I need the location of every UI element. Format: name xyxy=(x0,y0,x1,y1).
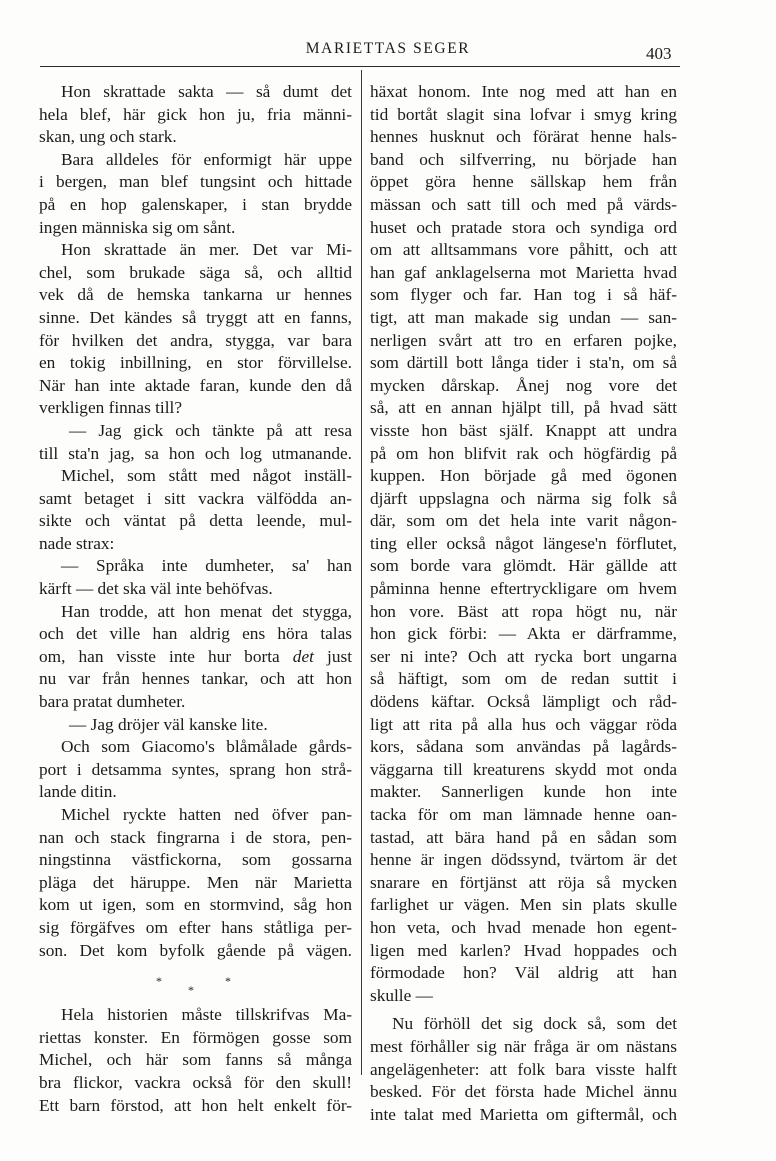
text-line: besked. För det första hade Michel ännu xyxy=(370,1082,677,1102)
text-line: samt betaget i sitt vackra välfödda an- xyxy=(39,488,352,508)
text-line: ligt att rita på alla hus och väggar röda xyxy=(370,714,677,734)
text-line: När han inte aktade faran, kunde den då xyxy=(39,375,352,395)
text-line: kuppen. Hon började gå med ögonen xyxy=(370,466,677,486)
text-line: ligen med karlen? Hvad hoppades och xyxy=(370,940,677,960)
text-line: port i detsamma syntes, sprang hon strå- xyxy=(39,759,352,779)
text-line: som borde vara glömdt. Här gällde att xyxy=(370,556,677,576)
text-line: dödens käftar. Också lämpligt och råd- xyxy=(370,692,677,712)
text-line: så häftigt, som om de redan suttit i xyxy=(370,669,677,689)
text-line: för hvilken det andra, stygga, var bara xyxy=(39,330,352,350)
text-line: son. Det kom byfolk gående på vägen. xyxy=(39,940,352,960)
text-line: nerligen svårt att tro en erfaren pojke, xyxy=(370,330,677,350)
text-line: påminna henne eftertryckligare om hvem xyxy=(370,579,677,599)
text-line: häxat honom. Inte nog med att han en xyxy=(370,82,677,101)
text-line: pläga det häruppe. Men när Marietta xyxy=(39,872,352,892)
text-line: vek då de hemska tankarna ur hennes xyxy=(39,285,352,305)
text-segment: just xyxy=(327,646,352,666)
text-line: Bara alldeles för enformigt här uppe xyxy=(61,149,352,169)
text-line: tacka för om man lämnade henne oan- xyxy=(370,805,677,824)
text-line: Hon skrattade sakta — så dumt det xyxy=(61,82,352,101)
text-line: ingen människa sig om sånt. xyxy=(39,217,236,237)
text-line: sinne. Det kändes så tryggt att en fanns, xyxy=(39,307,352,327)
text-line: ting eller också något längese'n förflutet, xyxy=(370,533,677,553)
emphasis-word: det xyxy=(292,646,314,666)
text-line: Ett barn förstod, att hon helt enkelt för- xyxy=(39,1095,352,1115)
text-line: tigt, att man makade sig undan — san- xyxy=(370,307,677,327)
text-line: angelägenheter: att folk bara visste halft xyxy=(370,1059,677,1079)
text-line: mycken dårskap. Ånej nog vore det xyxy=(370,375,677,395)
text-line: henne är ingen dödssynd, tvärtom är det xyxy=(370,850,677,870)
text-line: band och silfverring, nu började han xyxy=(370,149,677,169)
text-line: förmodade hon? Väl aldrig att han xyxy=(370,963,677,983)
text-line: en tokig inbillning, en stor förvillelse. xyxy=(39,353,352,373)
text-line: mest förhåller sig när fråga är om nästans xyxy=(370,1036,677,1056)
text-line: så, att en annan hjälpt till, på hvad sätt xyxy=(370,398,677,418)
text-line: nade strax: xyxy=(39,533,115,553)
text-line: på om hon blifvit rak och högfärdig på xyxy=(370,443,677,463)
section-separator xyxy=(39,962,352,1004)
text-line: huset och pratade stora och syndiga ord xyxy=(370,217,677,237)
text-line: Hon skrattade än mer. Det var Mi- xyxy=(61,240,352,260)
text-line: öppet göra henne sällskap hem från xyxy=(370,172,677,192)
text-line: som flyger och far. Han tog i så häf- xyxy=(370,285,677,305)
text-line: Han trodde, att hon menat det stygga, xyxy=(61,601,352,621)
text-line: farlighet ur vägen. Men sin plats skulle xyxy=(370,895,677,915)
text-line xyxy=(39,646,352,669)
header-rule xyxy=(40,66,680,67)
text-line: till sta'n jag, sa hon och log utmanande. xyxy=(39,443,352,463)
column-divider xyxy=(361,70,362,1075)
separator-star: * xyxy=(225,974,231,989)
text-line: nan och stack fingrarna i de stora, pen- xyxy=(39,827,352,847)
text-line: kors, sådana som användas på lagårds- xyxy=(370,737,677,757)
text-line: chel, som brukade säga så, och alltid xyxy=(39,262,352,282)
separator-star: * xyxy=(156,974,162,989)
text-line: Och som Giacomo's blåmålade gårds- xyxy=(61,737,352,757)
left-column xyxy=(39,81,352,1117)
text-line: ser ni inte? Och att rycka bort ungarna xyxy=(370,646,677,666)
text-line: hon veta, och hvad menade hon egent- xyxy=(370,917,677,937)
text-line: skulle — xyxy=(370,985,433,1005)
text-line: Michel, och här som fanns så många xyxy=(39,1050,352,1070)
text-line: och det ville han aldrig ens höra talas xyxy=(39,624,352,644)
page-number: 403 xyxy=(646,44,672,63)
text-line: nu var från hennes tankar, och att hon xyxy=(39,669,352,689)
text-line: som därtill bott långa tider i sta'n, om så xyxy=(370,353,677,373)
text-line: sig förgäfves om efter hans ståtliga per- xyxy=(39,917,352,937)
text-line: hela blef, här gick hon ju, fria männi- xyxy=(39,104,352,124)
text-line: visste hon bäst själf. Knappt att undra xyxy=(370,420,677,440)
text-line: — Jag gick och tänkte på att resa xyxy=(69,420,352,440)
text-line: där, som om det hela inte varit någon- xyxy=(370,511,677,531)
text-line: Michel ryckte hatten ned öfver pan- xyxy=(61,805,352,824)
text-line: väggarna till kreaturens skydd mot onda xyxy=(370,759,677,779)
text-line: hon gick förbi: — Akta er därframme, xyxy=(370,624,677,644)
text-line: han gaf anklagelserna mot Marietta hvad xyxy=(370,262,677,282)
text-line: skan, ung och stark. xyxy=(39,127,177,147)
text-line: hennes husknut och förärat henne hals- xyxy=(370,127,677,147)
text-line: på en hop galenskaper, i stan brydde xyxy=(39,194,352,214)
text-line: snarare en förtjänst att röja så mycken xyxy=(370,872,677,892)
text-line: ningstinna västfickorna, som gossarna xyxy=(39,850,352,870)
text-line: i bergen, man blef tungsint och hittade xyxy=(39,172,352,192)
text-line: kom ut igen, som en stormvind, såg hon xyxy=(39,895,352,915)
text-line: — Språka inte dumheter, sa' han xyxy=(61,556,352,576)
text-line: tastad, att bära hand på en sådan som xyxy=(370,827,677,847)
text-line: om att alltsammans vore påhitt, och att xyxy=(370,240,677,260)
text-line: inte talat med Marietta om giftermål, och xyxy=(370,1104,677,1124)
text-line: lande ditin. xyxy=(39,782,117,802)
text-line: Nu förhöll det sig dock så, som det xyxy=(392,1014,677,1034)
text-line: — Jag dröjer väl kanske lite. xyxy=(69,714,268,734)
running-header-title: MARIETTAS SEGER xyxy=(305,40,471,57)
text-line: makter. Sannerligen kunde hon inte xyxy=(370,782,677,802)
right-column xyxy=(370,81,677,1126)
text-line: sikte och väntat på detta leende, mul- xyxy=(39,511,352,531)
text-line: mässan och satt till och med på värds- xyxy=(370,194,677,214)
text-line: Hela historien måste tillskrifvas Ma- xyxy=(61,1005,352,1025)
text-line: Michel, som stått med något inställ- xyxy=(61,466,352,486)
text-line: riettas konster. En förmögen gosse som xyxy=(39,1027,352,1047)
text-line: bra flickor, vackra också för den skull! xyxy=(39,1072,352,1092)
text-line: bara pratat dumheter. xyxy=(39,692,186,712)
text-line: hon vore. Bäst att ropa högt nu, när xyxy=(370,601,677,621)
separator-star: * xyxy=(188,983,194,998)
text-segment: om, han visste inte hur borta xyxy=(39,646,280,666)
text-line: tid bortåt slagit sina lofvar i smyg kring xyxy=(370,104,677,124)
text-line: kärft — det ska väl inte behöfvas. xyxy=(39,579,273,599)
text-line: verkligen finnas till? xyxy=(39,398,183,418)
text-line: djärft uppslagna och närma sig folk så xyxy=(370,488,677,508)
